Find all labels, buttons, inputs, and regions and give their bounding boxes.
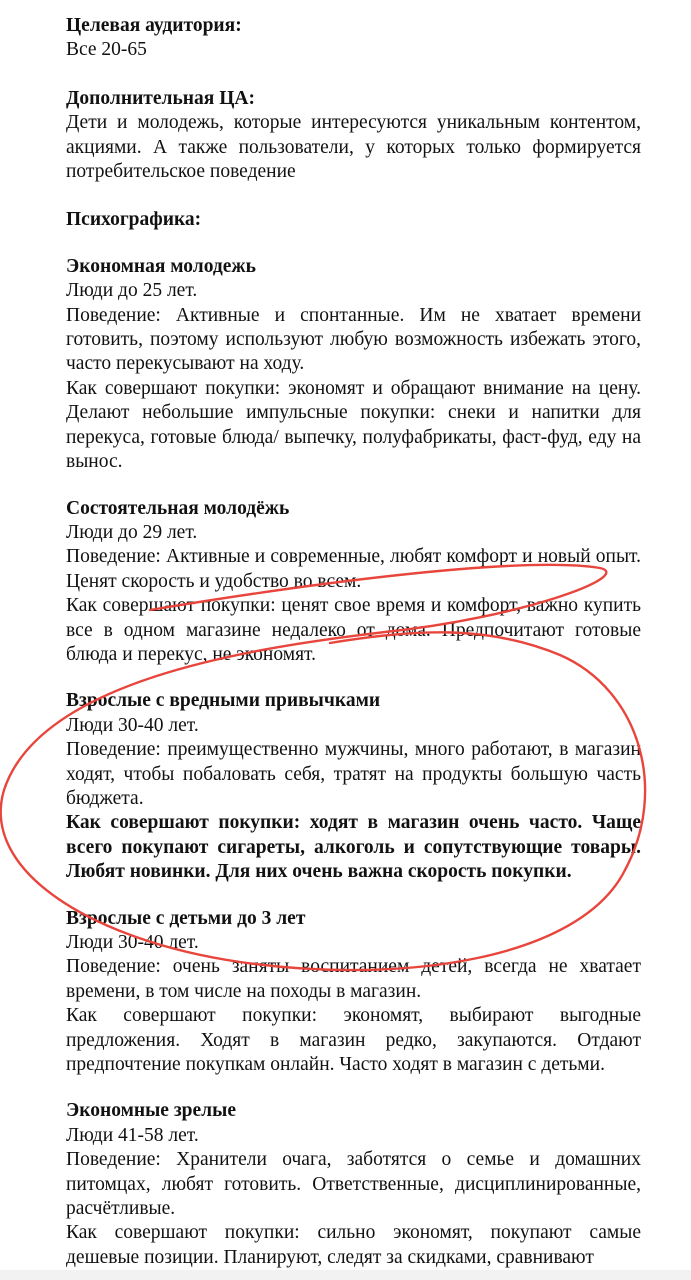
psychographics-heading: Психографика: — [66, 209, 202, 231]
segment-behavior: Поведение: очень заняты воспитанием детей, всегда не хватает времени, в том числе на походы в магазин. — [66, 956, 641, 1002]
additional-audience-section — [66, 87, 641, 185]
segment-title: Состоятельная молодёжь — [66, 497, 290, 519]
segment-shopping-highlighted: Как совершают покупки: ходят в магазин очень часто. Чаще всего покупают сигареты, алкоголь и сопутствующие товары. Любят новинки. Для них очень важна скорость покупки. — [66, 812, 641, 883]
segment-block — [66, 907, 641, 1078]
segment-block — [66, 1099, 641, 1270]
segment-behavior: Поведение: преимущественно мужчины, много работают, в магазин ходят, чтобы побаловать себя, тратят на продукты большую часть бюджета. — [66, 739, 641, 809]
segment-title: Взрослые с детьми до 3 лет — [66, 907, 306, 929]
psychographics-section — [66, 208, 641, 232]
segment-shopping: Как совершают покупки: экономят и обращают внимание на цену. Делают небольшие импульсные покупки: снеки и напитки для перекуса, готовые блюда/ выпечку, полуфабрикаты, фаст-фуд, еду на вынос. — [66, 377, 641, 473]
additional-audience-heading: Дополнительная ЦА: — [66, 87, 255, 109]
segment-shopping: Как совершают покупки: сильно экономят, покупают самые дешевые позиции. Планируют, следят за скидками, сравнивают — [66, 1222, 641, 1268]
target-audience-section — [66, 14, 641, 63]
segment-behavior: Поведение: Хранители очага, заботятся о семье и домашних питомцах, любят готовить. Ответственные, дисциплинированные, расчётливые. — [66, 1149, 641, 1220]
segment-age: Люди до 25 лет. — [66, 280, 198, 302]
segment-behavior: Поведение: Активные и современные, любят комфорт и новый опыт. Ценят скорость и удобство во всем. — [66, 546, 641, 592]
segment-block — [66, 255, 641, 475]
document-body — [66, 14, 641, 1270]
segment-age: Люди 30-40 лет. — [66, 714, 199, 736]
segment-block — [66, 497, 641, 668]
additional-audience-text: Дети и молодежь, которые интересуются уникальным контентом, акциями. А также пользователи, у которых только формируется потребительское поведение — [66, 112, 641, 183]
segment-shopping: Как совершают покупки: ценят свое время и комфорт, важно купить все в одном магазине недалеко от дома. Предпочитают готовые блюда и перекус, не экономят. — [66, 595, 641, 665]
segment-title: Экономная молодежь — [66, 255, 256, 277]
target-audience-value: Все 20-65 — [66, 39, 147, 61]
segment-behavior: Поведение: Активные и спонтанные. Им не хватает времени готовить, поэтому используют любую возможность избежать этого, часто перекусывают на ходу. — [66, 304, 641, 375]
segment-age: Люди 41-58 лет. — [66, 1124, 199, 1146]
segment-title: Экономные зрелые — [66, 1100, 236, 1122]
segment-block — [66, 689, 641, 884]
page-bottom-edge — [0, 1270, 691, 1280]
segment-shopping: Как совершают покупки: экономят, выбирают выгодные предложения. Ходят в магазин редко, закупаются. Отдают предпочтение покупкам онлайн. Часто ходят в магазин с детьми. — [66, 1005, 641, 1076]
segment-age: Люди 30-40 лет. — [66, 932, 199, 953]
target-audience-heading: Целевая аудитория: — [66, 15, 242, 36]
segment-age: Люди до 29 лет. — [66, 521, 198, 543]
segment-title: Взрослые с вредными привычками — [66, 690, 381, 712]
